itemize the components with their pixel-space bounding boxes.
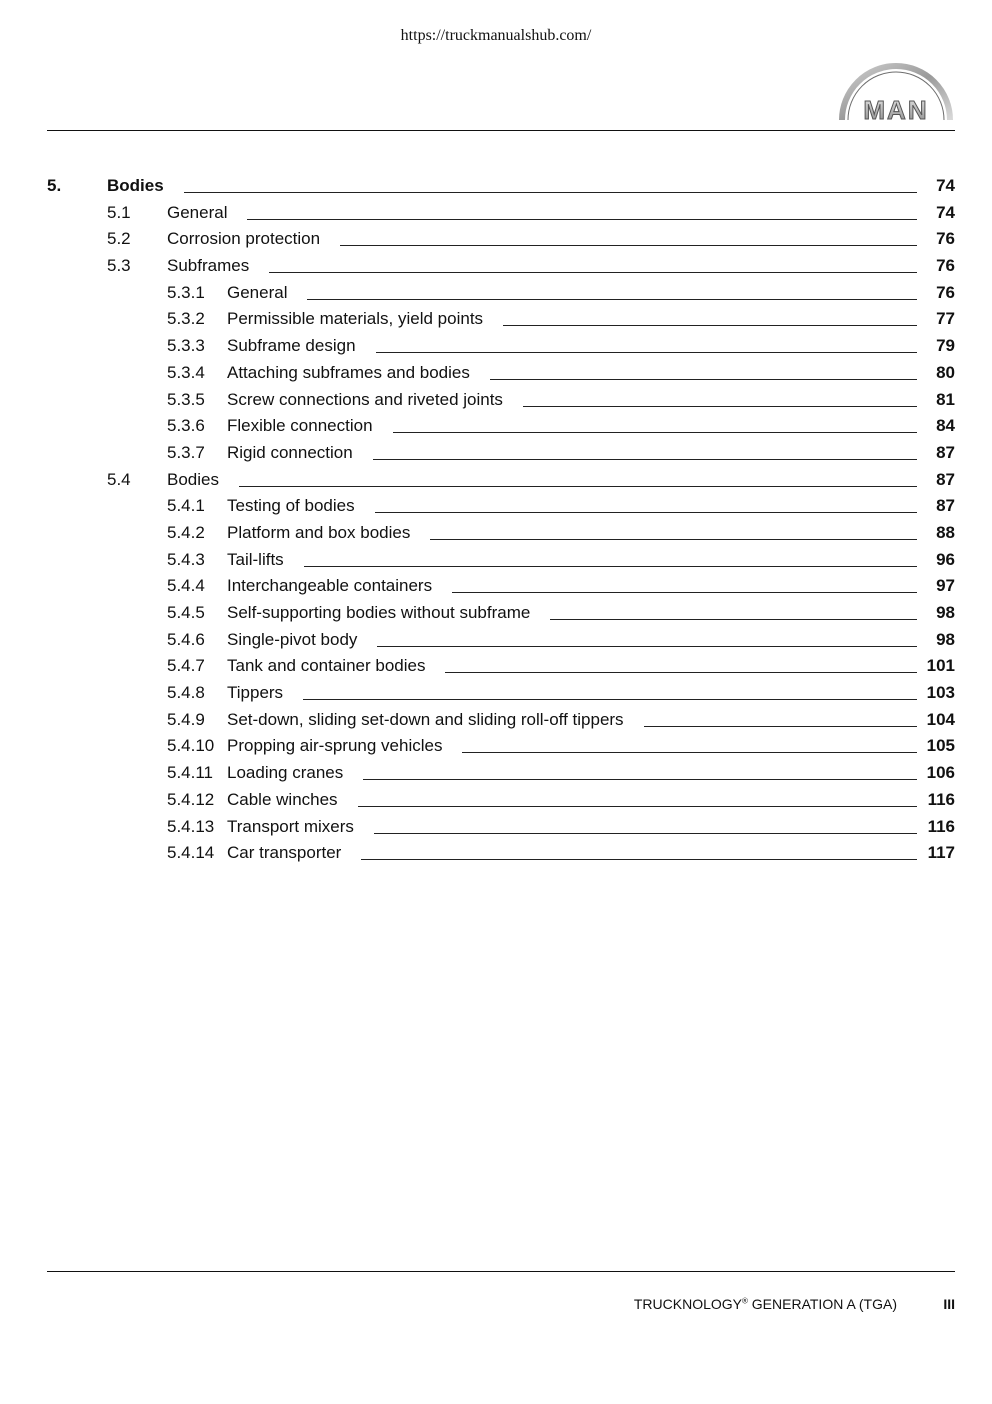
toc-entry-number: 5.4.11 (167, 763, 214, 783)
toc-entry-title: Single-pivot body (227, 627, 377, 653)
toc-entry-number: 5.3.3 (167, 336, 205, 356)
toc-leader-line (247, 219, 917, 220)
toc-entry-number: 5.4.9 (167, 709, 205, 729)
toc-entry-page: 98 (934, 600, 955, 626)
toc-entry[interactable] (47, 573, 955, 600)
toc-entry-title: General (167, 200, 247, 226)
toc-entry-page: 87 (934, 493, 955, 519)
toc-entry-number: 5.4.6 (167, 629, 205, 649)
toc-entry-page: 101 (925, 653, 955, 679)
toc-entry-page: 79 (934, 333, 955, 359)
toc-entry[interactable] (47, 840, 955, 867)
toc-leader-line (377, 646, 917, 647)
toc-entry-number: 5.4.5 (167, 603, 205, 622)
toc-leader-line (393, 432, 917, 433)
toc-entry-number: 5.4.8 (167, 683, 205, 703)
toc-entry-page: 116 (926, 787, 955, 813)
toc-entry-title: Platform and box bodies (227, 520, 430, 546)
toc-entry-number: 5.4.4 (167, 576, 205, 596)
toc-entry-number: 5.4.13 (167, 816, 215, 836)
toc-entry[interactable] (47, 253, 955, 280)
toc-entry-title: Bodies (167, 467, 239, 493)
toc-entry-title: Tank and container bodies (227, 653, 445, 679)
toc-entry-title: Tippers (227, 680, 303, 706)
toc-entry-title: Subframe design (227, 333, 376, 359)
toc-entry-title: Corrosion protection (167, 226, 340, 252)
toc-entry-page: 96 (934, 547, 955, 573)
man-logo (836, 56, 956, 124)
toc-entry-title: Self-supporting bodies without subframe (227, 600, 550, 626)
toc-entry-page: 104 (925, 707, 955, 733)
toc-entry-number: 5.3.4 (167, 362, 205, 382)
toc-entry-title: Rigid connection (227, 440, 373, 466)
toc-entry-title: Subframes (167, 253, 269, 279)
toc-leader-line (374, 833, 917, 834)
toc-entry-page: 87 (934, 467, 955, 493)
toc-entry-number: 5.4 (107, 469, 131, 489)
toc-leader-line (644, 726, 917, 727)
toc-entry[interactable] (47, 627, 955, 654)
toc-entry-number: 5.1 (107, 202, 131, 222)
toc-entry-title: Interchangeable containers (227, 573, 452, 599)
toc-entry[interactable] (47, 760, 955, 787)
toc-leader-line (363, 779, 917, 780)
toc-entry[interactable] (47, 600, 955, 627)
toc-leader-line (303, 699, 917, 700)
toc-leader-line (462, 752, 917, 753)
toc-entry-number: 5.4.10 (167, 736, 215, 756)
toc-entry-title: Set-down, sliding set-down and sliding roll-off tippers (227, 707, 644, 733)
toc-entry-number: 5.3.6 (167, 416, 205, 436)
toc-entry-page: 76 (934, 226, 955, 252)
toc-entry-number: 5.3.5 (167, 389, 205, 409)
toc-entry-number: 5.3.1 (167, 282, 205, 302)
toc-entry[interactable] (47, 387, 955, 414)
toc-entry-number: 5.3.7 (167, 442, 205, 462)
toc-entry-number: 5.4.14 (167, 843, 215, 863)
toc-entry-number: 5.3 (107, 256, 131, 276)
toc-entry-page: 106 (925, 760, 955, 786)
toc-entry-number: 5.3.2 (167, 309, 205, 329)
toc-entry[interactable] (47, 653, 955, 680)
toc-entry-page: 97 (934, 573, 955, 599)
toc-entry-page: 76 (934, 280, 955, 306)
toc-entry-page: 103 (925, 680, 955, 706)
toc-entry[interactable] (47, 787, 955, 814)
toc-entry[interactable] (47, 173, 955, 200)
toc-leader-line (550, 619, 917, 620)
toc-entry-page: 98 (934, 627, 955, 653)
toc-entry-page: 117 (926, 840, 955, 866)
toc-entry[interactable] (47, 467, 955, 494)
toc-entry[interactable] (47, 680, 955, 707)
toc-entry-title: Transport mixers (227, 814, 374, 840)
toc-leader-line (523, 406, 917, 407)
toc-entry[interactable] (47, 520, 955, 547)
footer-document-title: TRUCKNOLOGY® GENERATION A (TGA) (633, 1296, 897, 1312)
toc-leader-line (430, 539, 917, 540)
toc-leader-line (375, 512, 917, 513)
footer-rule (47, 1271, 955, 1272)
toc-entry[interactable] (47, 814, 955, 841)
toc-entry-page: 77 (934, 306, 955, 332)
toc-entry[interactable] (47, 413, 955, 440)
toc-entry-number: 5.4.12 (167, 789, 215, 809)
toc-entry-title: Permissible materials, yield points (227, 306, 503, 332)
toc-entry-title: Attaching subframes and bodies (227, 360, 490, 386)
toc-entry[interactable] (47, 280, 955, 307)
toc-leader-line (490, 379, 917, 380)
toc-entry-number: 5.4.3 (167, 549, 205, 569)
toc-entry-number: 5.2 (107, 229, 131, 249)
toc-entry-title: Propping air-sprung vehicles (227, 733, 462, 759)
toc-leader-line (358, 806, 917, 807)
toc-entry-title: Screw connections and riveted joints (227, 387, 523, 413)
toc-entry[interactable] (47, 707, 955, 734)
toc-entry-title: Cable winches (227, 787, 358, 813)
toc-entry[interactable] (47, 493, 955, 520)
toc-leader-line (452, 592, 917, 593)
toc-entry-page: 87 (934, 440, 955, 466)
header-rule (47, 130, 955, 131)
toc-entry[interactable] (47, 547, 955, 574)
toc-leader-line (340, 245, 917, 246)
toc-entry[interactable] (47, 360, 955, 387)
toc-entry[interactable] (47, 333, 955, 360)
toc-entry-page: 81 (934, 387, 955, 413)
toc-entry-title: Loading cranes (227, 760, 363, 786)
toc-entry-page: 80 (934, 360, 955, 386)
toc-entry-number: 5.4.7 (167, 656, 205, 676)
toc-entry-page: 105 (925, 733, 955, 759)
toc-entry[interactable] (47, 306, 955, 333)
toc-entry-number: 5.4.2 (167, 522, 205, 542)
toc-leader-line (373, 459, 917, 460)
toc-entry-title: Flexible connection (227, 413, 393, 439)
toc-entry-page: 74 (934, 173, 955, 199)
toc-entry-title: Bodies (107, 173, 184, 199)
table-of-contents (47, 173, 955, 867)
toc-leader-line (239, 486, 917, 487)
header-url: https://truckmanualshub.com/ (400, 27, 592, 44)
toc-entry-number: 5.4.1 (167, 496, 205, 516)
toc-entry[interactable] (47, 733, 955, 760)
toc-entry-title: General (227, 280, 307, 306)
toc-leader-line (376, 352, 917, 353)
toc-entry-title: Car transporter (227, 840, 361, 866)
toc-entry-page: 74 (934, 200, 955, 226)
toc-leader-line (304, 566, 917, 567)
toc-leader-line (503, 325, 917, 326)
toc-entry-title: Testing of bodies (227, 493, 375, 519)
toc-entry[interactable] (47, 226, 955, 253)
svg-text:MAN: MAN (863, 95, 929, 124)
toc-entry-page: 88 (934, 520, 955, 546)
toc-entry-page: 116 (926, 814, 955, 840)
toc-leader-line (269, 272, 917, 273)
toc-entry-page: 76 (934, 253, 955, 279)
toc-entry[interactable] (47, 440, 955, 467)
toc-entry-title: Tail-lifts (227, 547, 304, 573)
toc-entry[interactable] (47, 200, 955, 227)
toc-leader-line (445, 672, 917, 673)
toc-leader-line (307, 299, 917, 300)
toc-entry-number: 5. (47, 176, 62, 195)
toc-leader-line (184, 192, 917, 193)
toc-leader-line (361, 859, 917, 860)
footer-page-number: III (943, 1296, 955, 1312)
toc-entry-page: 84 (934, 413, 955, 439)
